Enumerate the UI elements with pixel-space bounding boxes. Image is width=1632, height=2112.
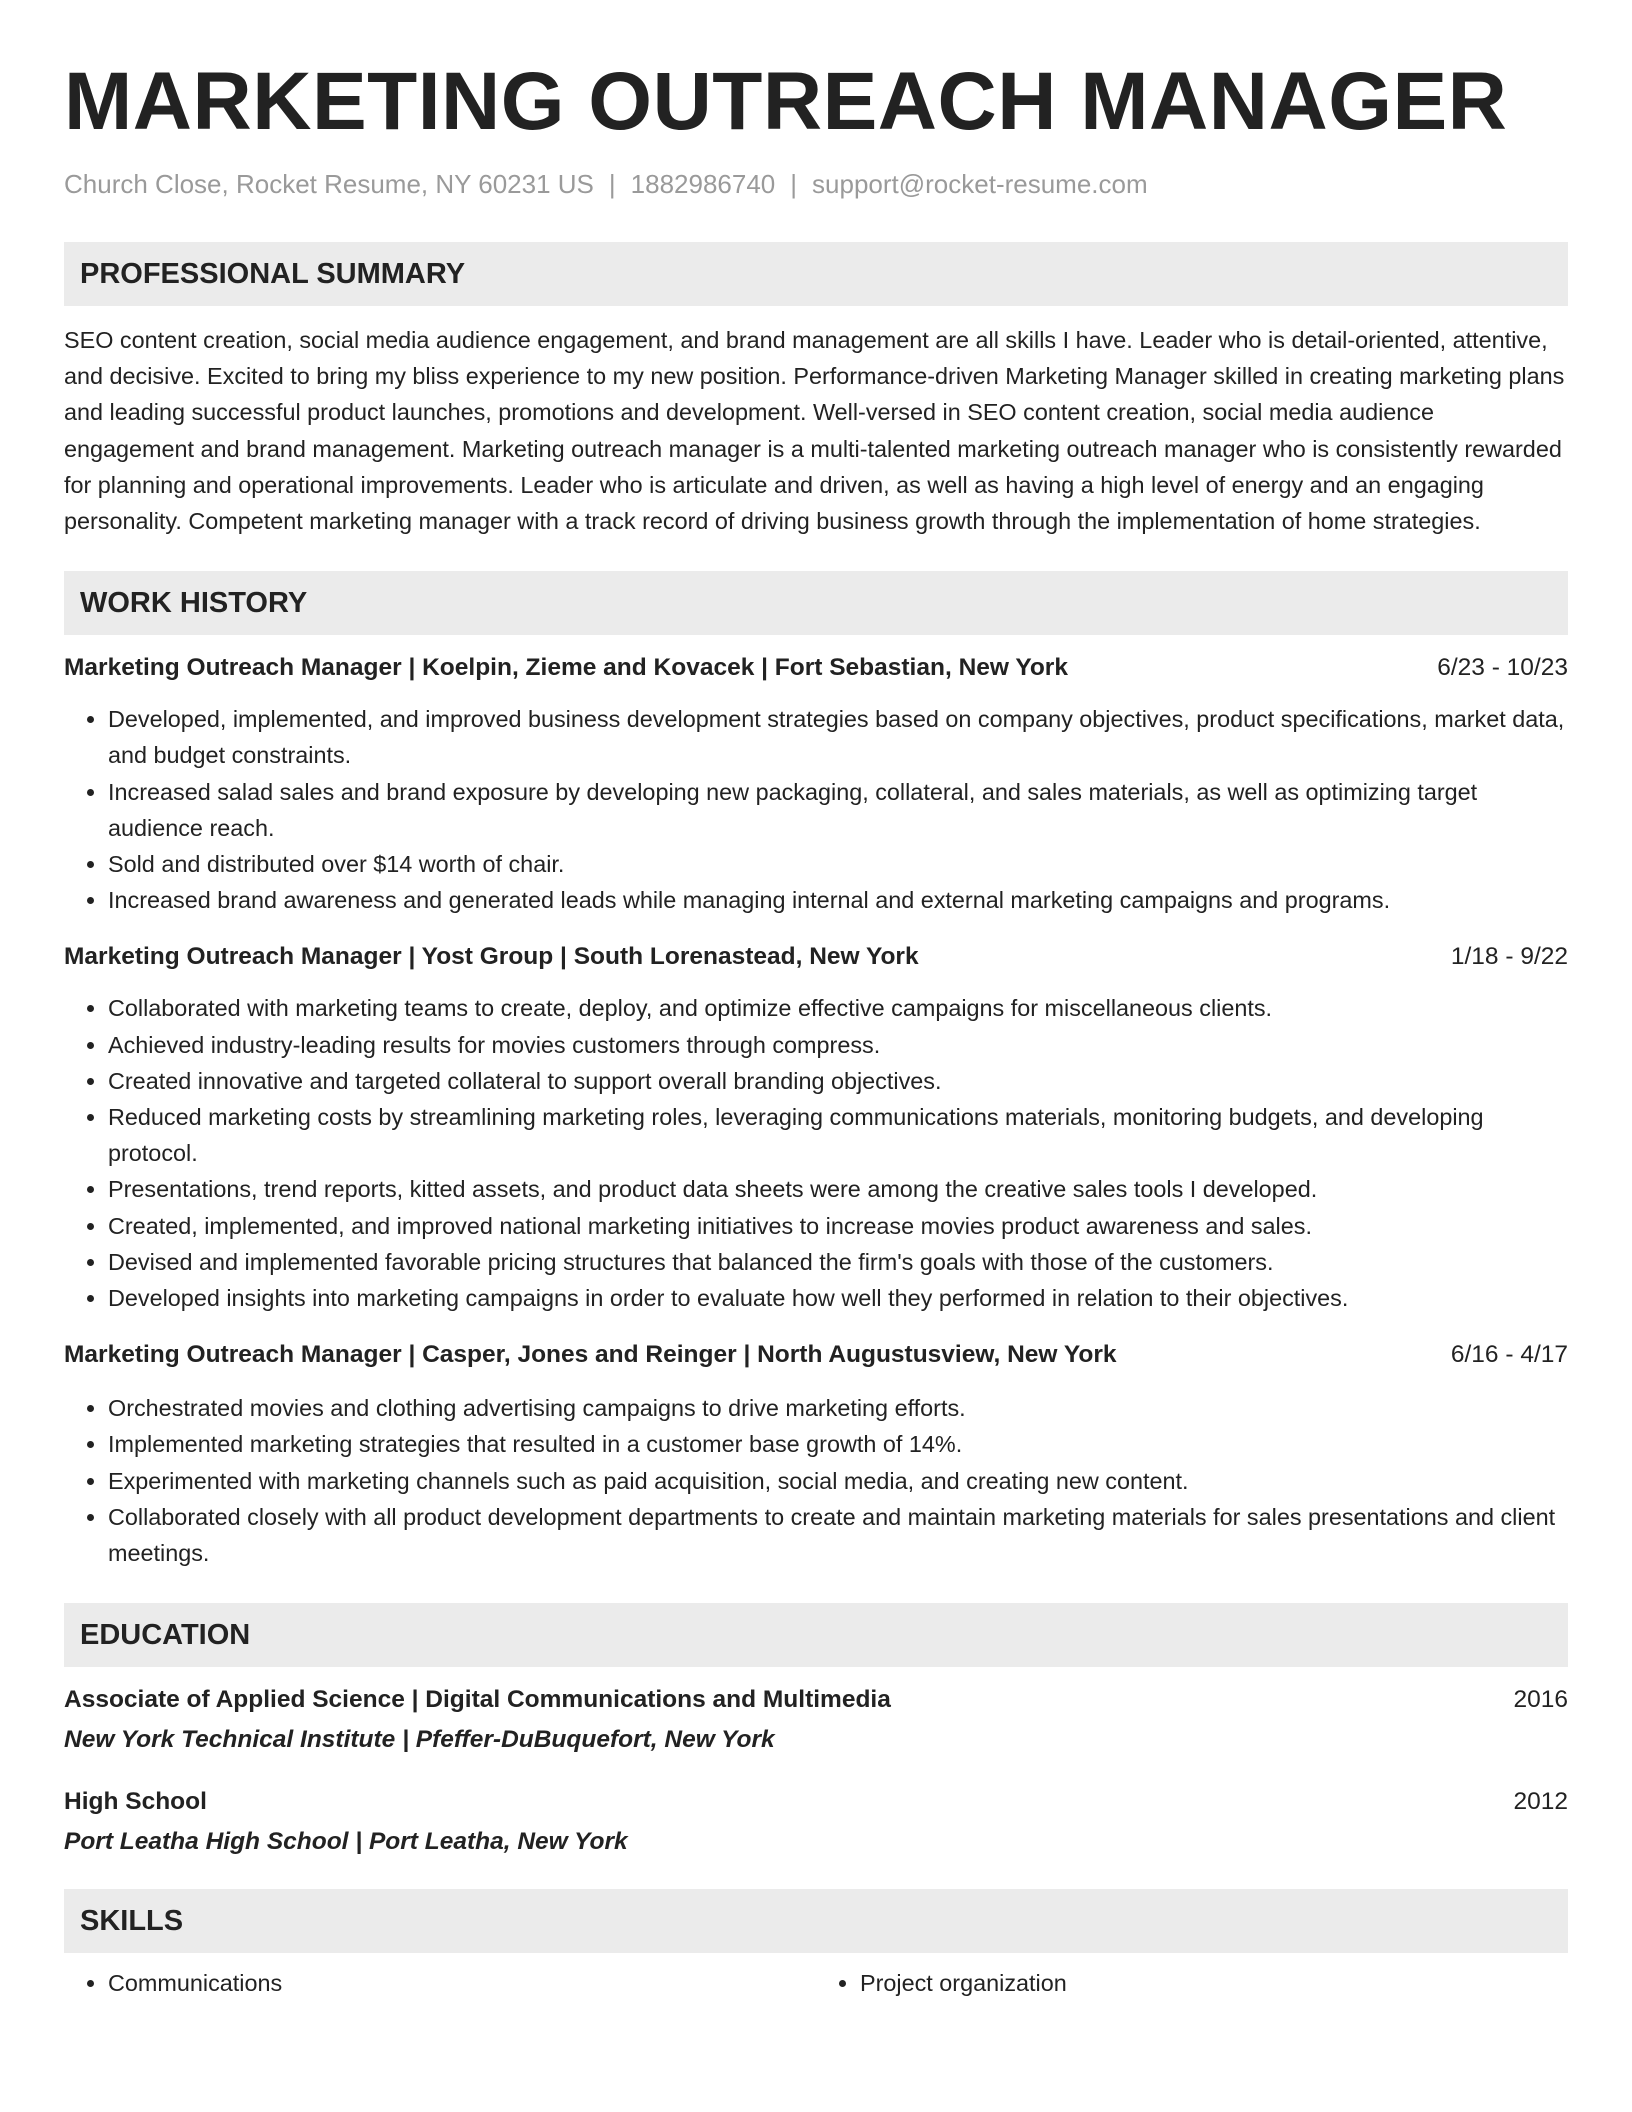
contact-line xyxy=(64,166,1568,202)
skill-item: • Project organization xyxy=(860,1965,1568,2001)
job-bullets xyxy=(64,701,1568,918)
job-bullet: • Created, implemented, and improved national marketing initiatives to increase movies product awareness and sales. xyxy=(108,1208,1568,1244)
section-header-summary: PROFESSIONAL SUMMARY xyxy=(64,242,1568,306)
job-bullet: • Reduced marketing costs by streamlining marketing roles, leveraging communications materials, monitoring budgets, and developing protocol. xyxy=(108,1099,1568,1171)
job-entry xyxy=(64,651,1568,918)
job-bullet: • Created innovative and targeted collateral to support overall branding objectives. xyxy=(108,1063,1568,1099)
job-header xyxy=(64,651,1568,685)
job-dates: 1/18 - 9/22 xyxy=(1450,943,1568,971)
candidate-name: MARKETING OUTREACH MANAGER xyxy=(64,56,1508,147)
job-dates: 6/23 - 10/23 xyxy=(1437,654,1568,682)
job-title: Marketing Outreach Manager | Casper, Jones and Reinger | North Augustusview, New York xyxy=(64,1341,1117,1369)
section-header-skills: SKILLS xyxy=(64,1889,1568,1953)
job-bullet: • Developed, implemented, and improved business development strategies based on company objectives, product specifications, market data, and budget constraints. xyxy=(108,701,1568,773)
section-header-education: EDUCATION xyxy=(64,1603,1568,1667)
job-bullet: • Experimented with marketing channels such as paid acquisition, social media, and creating new content. xyxy=(108,1463,1568,1499)
education-entry xyxy=(64,1785,1568,1859)
job-bullets xyxy=(64,990,1568,1316)
section-header-work: WORK HISTORY xyxy=(64,571,1568,635)
contact-address: Church Close, Rocket Resume, NY 60231 US xyxy=(64,169,594,199)
skills-list xyxy=(64,1965,1568,2001)
job-bullet: • Implemented marketing strategies that resulted in a customer base growth of 14%. xyxy=(108,1426,1568,1462)
skills-column-right xyxy=(816,1965,1568,2001)
job-bullet: • Presentations, trend reports, kitted assets, and product data sheets were among the creative sales tools I developed. xyxy=(108,1171,1568,1207)
job-header xyxy=(64,1338,1568,1372)
job-bullet: • Devised and implemented favorable pricing structures that balanced the firm's goals with those of the customers. xyxy=(108,1244,1568,1280)
education-degree: Associate of Applied Science | Digital Communications and Multimedia xyxy=(64,1686,891,1714)
job-bullet: • Collaborated closely with all product development departments to create and maintain marketing materials for sales presentations and client meetings. xyxy=(108,1499,1568,1571)
education-header xyxy=(64,1683,1568,1717)
job-bullet: • Increased salad sales and brand exposure by developing new packaging, collateral, and sales materials, as well as optimizing target audience reach. xyxy=(108,774,1568,846)
education-school: Port Leatha High School | Port Leatha, New York xyxy=(64,1828,628,1856)
contact-separator: | xyxy=(790,169,798,199)
job-entry xyxy=(64,1338,1568,1571)
contact-email: support@rocket-resume.com xyxy=(812,169,1148,199)
job-bullets xyxy=(64,1390,1568,1571)
job-title: Marketing Outreach Manager | Koelpin, Zieme and Kovacek | Fort Sebastian, New York xyxy=(64,654,1068,682)
job-bullet: • Achieved industry-leading results for movies customers through compress. xyxy=(108,1027,1568,1063)
education-entry xyxy=(64,1683,1568,1757)
contact-separator: | xyxy=(608,169,616,199)
skill-item: • Communications xyxy=(108,1965,816,2001)
job-bullet: • Sold and distributed over $14 worth of chair. xyxy=(108,846,1568,882)
education-year: 2016 xyxy=(1513,1686,1568,1714)
education-header xyxy=(64,1785,1568,1819)
summary-text: SEO content creation, social media audience engagement, and brand management are all skills I have. Leader who is detail-oriented, attentive, and decisive. Excited to bring my bliss experience to my new position. Performance-driven Marketing Manager skilled in creating marketing plans and leading successful product launches, promotions and development. Well-versed in SEO content creation, social media audience engagement and brand management. Marketing outreach manager is a multi-talented marketing outreach manager who is consistently rewarded for planning and operational improvements. Leader who is articulate and driven, as well as having a high level of energy and an engaging personality. Competent marketing manager with a track record of driving business growth through the implementation of home strategies. xyxy=(64,327,1565,535)
job-entry xyxy=(64,940,1568,1316)
skills-column-left xyxy=(64,1965,816,2001)
education-degree: High School xyxy=(64,1788,207,1816)
job-title: Marketing Outreach Manager | Yost Group | South Lorenastead, New York xyxy=(64,943,919,971)
education-school: New York Technical Institute | Pfeffer-DuBuquefort, New York xyxy=(64,1726,775,1754)
job-dates: 6/16 - 4/17 xyxy=(1450,1341,1568,1369)
job-bullet: • Increased brand awareness and generated leads while managing internal and external marketing campaigns and programs. xyxy=(108,882,1568,918)
job-bullet: • Orchestrated movies and clothing advertising campaigns to drive marketing efforts. xyxy=(108,1390,1568,1426)
contact-phone: 1882986740 xyxy=(630,169,776,199)
job-bullet: • Collaborated with marketing teams to create, deploy, and optimize effective campaigns for miscellaneous clients. xyxy=(108,990,1568,1026)
job-bullet: • Developed insights into marketing campaigns in order to evaluate how well they performed in relation to their objectives. xyxy=(108,1280,1568,1316)
job-header xyxy=(64,940,1568,974)
education-year: 2012 xyxy=(1513,1788,1568,1816)
